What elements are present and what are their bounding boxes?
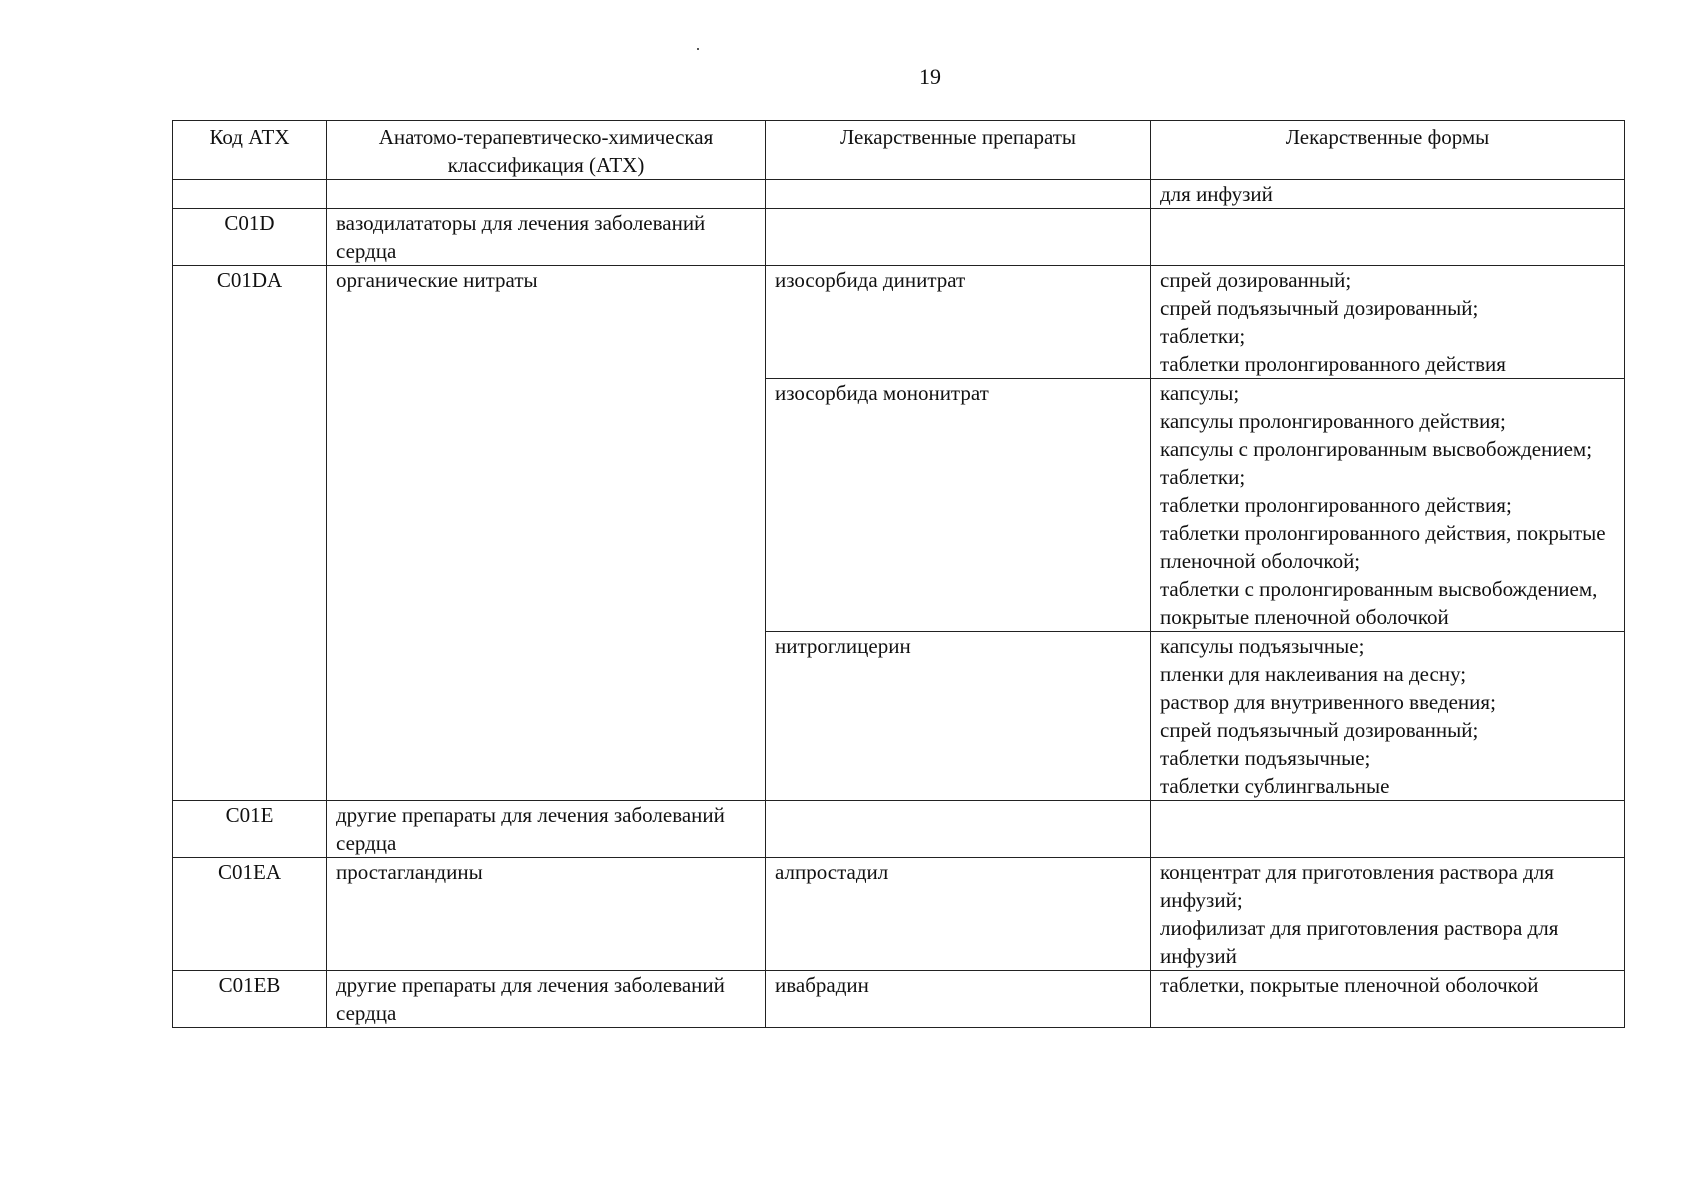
cell-forms (1151, 971, 1625, 1028)
cell-drug: изосорбида динитрат (766, 266, 1151, 379)
cell-class: простагландины (327, 858, 766, 971)
form-line: спрей подъязычный дозированный; (1160, 296, 1479, 320)
cell-class: другие препараты для лечения заболеваний сердца (327, 801, 766, 858)
form-line: таблетки подъязычные; (1160, 746, 1371, 770)
form-line: спрей подъязычный дозированный; (1160, 718, 1479, 742)
form-line: капсулы с пролонгированным высвобождением; (1160, 437, 1593, 461)
table-row-continuation (173, 180, 1625, 209)
form-line: лиофилизат для приготовления раствора для инфузий (1160, 916, 1559, 968)
scan-speck (697, 48, 699, 50)
cell-code: C01D (173, 209, 327, 266)
cell-class: вазодилататоры для лечения заболеваний сердца (327, 209, 766, 266)
cell-drug (766, 209, 1151, 266)
form-line: таблетки пролонгированного действия; (1160, 493, 1512, 517)
form-line: таблетки пролонгированного действия (1160, 352, 1506, 376)
form-line: таблетки; (1160, 465, 1246, 489)
form-line: капсулы пролонгированного действия; (1160, 409, 1506, 433)
cell-drug: изосорбида мононитрат (766, 379, 1151, 632)
cell-class: другие препараты для лечения заболеваний сердца (327, 971, 766, 1028)
cell-forms (1151, 379, 1625, 632)
table-header-row (173, 121, 1625, 180)
cell-code: C01E (173, 801, 327, 858)
cell-code: C01DA (173, 266, 327, 801)
cell-drug: ивабрадин (766, 971, 1151, 1028)
header-classification: Анатомо-терапевтическо-химическая классификация (АТХ) (327, 121, 766, 180)
form-line: капсулы; (1160, 381, 1240, 405)
form-line: таблетки сублингвальные (1160, 774, 1390, 798)
form-line: таблетки; (1160, 324, 1246, 348)
form-line: спрей дозированный; (1160, 268, 1352, 292)
table-row-c01da (173, 266, 1625, 379)
atx-table (172, 120, 1625, 1028)
header-drugs: Лекарственные препараты (766, 121, 1151, 180)
cell-drug: нитроглицерин (766, 632, 1151, 801)
cell-forms (1151, 180, 1625, 209)
form-line: таблетки, покрытые пленочной оболочкой (1160, 973, 1539, 997)
header-code: Код АТХ (173, 121, 327, 180)
table-row-c01ea (173, 858, 1625, 971)
cell-class (327, 180, 766, 209)
cell-forms (1151, 632, 1625, 801)
cell-code: C01EA (173, 858, 327, 971)
table-row-c01d (173, 209, 1625, 266)
cell-drug (766, 801, 1151, 858)
cell-drug (766, 180, 1151, 209)
form-line: для инфузий (1160, 182, 1273, 206)
form-line: капсулы подъязычные; (1160, 634, 1365, 658)
page-number: 19 (919, 64, 941, 89)
cell-code (173, 180, 327, 209)
cell-forms (1151, 858, 1625, 971)
cell-class: органические нитраты (327, 266, 766, 801)
form-line: концентрат для приготовления раствора для инфузий; (1160, 860, 1554, 912)
form-line: таблетки пролонгированного действия, покрытые пленочной оболочкой; (1160, 521, 1606, 573)
table-row-c01eb (173, 971, 1625, 1028)
form-line: раствор для внутривенного введения; (1160, 690, 1496, 714)
cell-forms (1151, 209, 1625, 266)
cell-code: C01EB (173, 971, 327, 1028)
form-line: таблетки с пролонгированным высвобождением, покрытые пленочной оболочкой (1160, 577, 1598, 629)
header-forms: Лекарственные формы (1151, 121, 1625, 180)
cell-drug: алпростадил (766, 858, 1151, 971)
table-row-c01e (173, 801, 1625, 858)
form-line: пленки для наклеивания на десну; (1160, 662, 1467, 686)
cell-forms (1151, 266, 1625, 379)
cell-forms (1151, 801, 1625, 858)
